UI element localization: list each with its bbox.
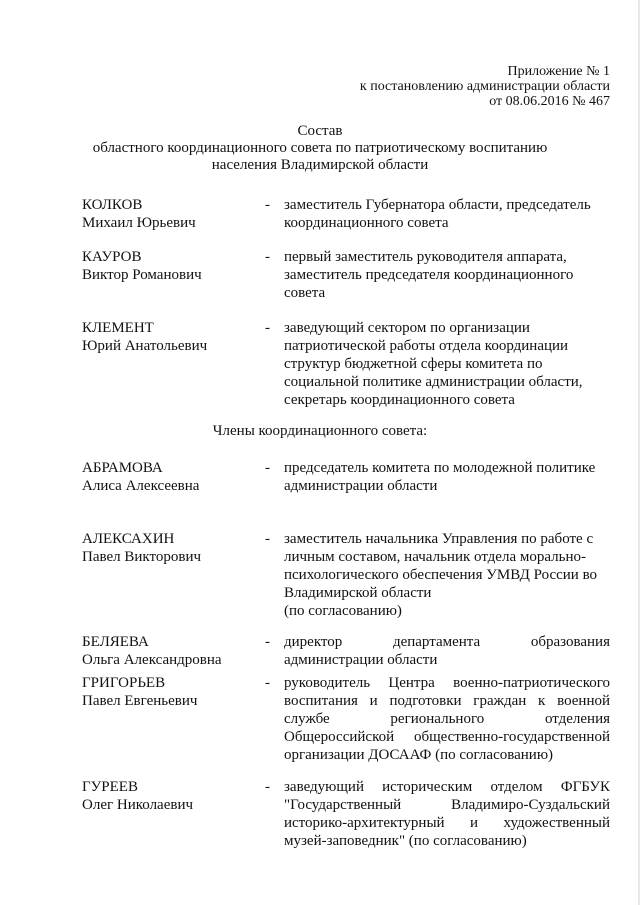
title-line-3: населения Владимирской области — [211, 157, 429, 173]
role-line — [284, 633, 610, 651]
role-line: администрации области — [284, 652, 438, 668]
member-given-name: Павел Евгеньевич — [82, 693, 198, 709]
member-role — [284, 778, 610, 850]
member-surname: КЛЕМЕНТ — [82, 320, 154, 336]
member-name — [82, 530, 262, 566]
members-heading: Члены координационного совета: — [212, 423, 428, 439]
dash-separator: - — [265, 779, 270, 795]
role-word: образования — [530, 634, 610, 650]
role-line: председатель комитета по молодежной политике — [284, 460, 596, 476]
appendix-line-2: к постановлению администрации области — [359, 79, 610, 94]
role-line: Владимирской области — [284, 585, 432, 601]
role-line: воспитания и подготовки граждан к военной — [284, 693, 610, 709]
role-line: руководитель Центра военно-патриотического — [284, 675, 610, 691]
role-line: координационного совета — [284, 215, 449, 231]
role-line: психологического обеспечения УМВД России во — [284, 567, 598, 583]
member-role — [284, 319, 610, 409]
role-line: Общероссийской общественно-государственной — [284, 729, 610, 745]
role-line: историко-архитектурный и художественный — [284, 815, 610, 831]
role-line: "Государственный Владимиро-Суздальский — [284, 797, 610, 813]
member-surname: АЛЕКСАХИН — [82, 531, 175, 547]
member-surname: ГУРЕЕВ — [82, 779, 138, 795]
member-surname: АБРАМОВА — [82, 460, 163, 476]
member-name — [82, 778, 262, 814]
role-line: музей-заповедник" (по согласованию) — [284, 833, 527, 849]
member-name — [82, 248, 262, 284]
role-line: совета — [284, 285, 326, 301]
member-given-name: Юрий Анатольевич — [82, 338, 208, 354]
member-name — [82, 633, 262, 669]
role-line: социальной политике администрации области, — [284, 374, 583, 390]
member-surname: БЕЛЯЕВА — [82, 634, 149, 650]
member-role — [284, 674, 610, 764]
member-role — [284, 530, 610, 620]
member-surname: КОЛКОВ — [82, 197, 143, 213]
member-name — [82, 319, 262, 355]
member-name — [82, 196, 262, 232]
role-line: структур бюджетной сферы комитета по — [284, 356, 543, 372]
member-given-name: Алиса Алексеевна — [82, 478, 200, 494]
member-given-name: Олег Николаевич — [82, 797, 194, 813]
dash-separator: - — [265, 320, 270, 336]
member-name — [82, 459, 262, 495]
appendix-header — [360, 64, 610, 109]
role-word: директор — [284, 634, 343, 650]
role-line: (по согласованию) — [284, 603, 402, 619]
title-line-2: областного координационного совета по патриотическому воспитанию — [92, 140, 548, 156]
dash-separator: - — [265, 634, 270, 650]
member-given-name: Ольга Александровна — [82, 652, 222, 668]
role-line: личным составом, начальник отдела морально- — [284, 549, 586, 565]
dash-separator: - — [265, 249, 270, 265]
member-role — [284, 459, 610, 495]
appendix-line-1: Приложение № 1 — [507, 64, 610, 79]
role-line: заместитель председателя координационного — [284, 267, 574, 283]
role-line: заведующий сектором по организации — [284, 320, 530, 336]
role-line: службе регионального отделения — [284, 711, 610, 727]
member-name — [82, 674, 262, 710]
member-surname: КАУРОВ — [82, 249, 142, 265]
dash-separator: - — [265, 460, 270, 476]
member-given-name: Павел Викторович — [82, 549, 202, 565]
role-line: заведующий историческим отделом ФГБУК — [284, 779, 610, 795]
appendix-line-3: от 08.06.2016 № 467 — [489, 94, 610, 109]
role-word: департамента — [392, 634, 481, 650]
role-line: администрации области — [284, 478, 438, 494]
role-line: заместитель начальника Управления по работе с — [284, 531, 594, 547]
member-role — [284, 248, 610, 302]
document-title — [0, 123, 640, 174]
title-line-1: Состав — [297, 123, 343, 139]
dash-separator: - — [265, 675, 270, 691]
member-given-name: Виктор Романович — [82, 267, 202, 283]
member-given-name: Михаил Юрьевич — [82, 215, 196, 231]
role-line: заместитель Губернатора области, председатель — [284, 197, 591, 213]
role-line: патриотической работы отдела координации — [284, 338, 569, 354]
member-surname: ГРИГОРЬЕВ — [82, 675, 166, 691]
member-role — [284, 633, 610, 669]
role-line: секретарь координационного совета — [284, 392, 515, 408]
role-line: первый заместитель руководителя аппарата, — [284, 249, 567, 265]
dash-separator: - — [265, 197, 270, 213]
member-role — [284, 196, 610, 232]
dash-separator: - — [265, 531, 270, 547]
role-line: организации ДОСААФ (по согласованию) — [284, 747, 554, 763]
